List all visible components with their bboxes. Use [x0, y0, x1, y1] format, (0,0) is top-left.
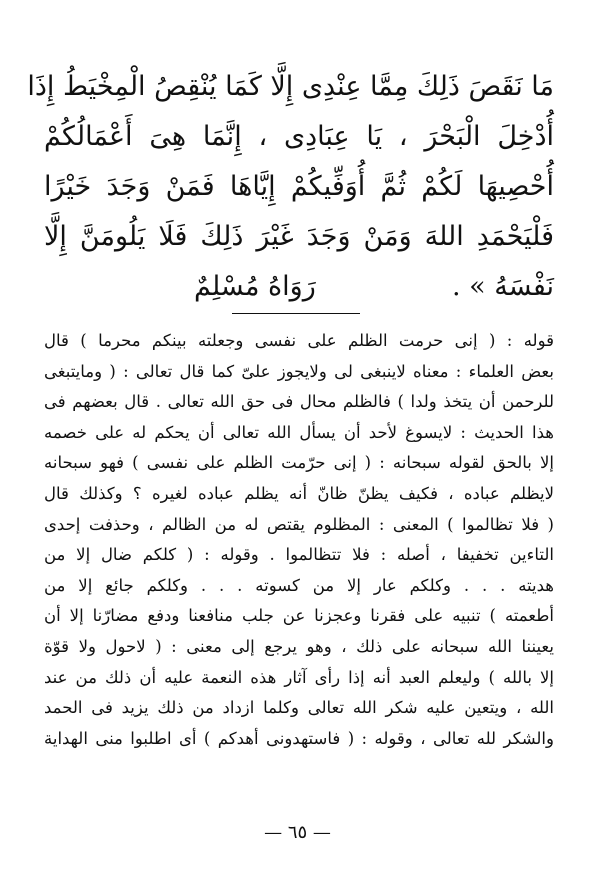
commentary-line: الله ، ويتعين عليه شكر الله تعالى وكلما ازداد من ذلك يزيد فى الحمد	[44, 698, 554, 718]
commentary-line: التاءين تخفيفا ، أصله : فلا تتظالموا . وقوله : ( كلكم ضال إلا من	[44, 545, 554, 565]
commentary-line: قوله : ( إنى حرمت الظلم على نفسى وجعلته بينكم محرما ) قال	[44, 331, 554, 350]
commentary-line: بعض العلماء : معناه لاينبغى لى ولايجوز علىّ كما قال تعالى : ( ومايتبغى	[44, 361, 554, 381]
commentary-line: ( فلا تظالموا ) المعنى : المظلوم يقتص له من الظالم ، وحذفت إحدى	[44, 514, 554, 534]
commentary-line: أطعمته ) تنبيه على فقرنا وعجزنا عن جلب منافعنا ودفع مضارّنا إلا أن	[44, 606, 554, 626]
commentary-line: لايظلم عباده ، فكيف يظنّ ظانّ أنه يظلم عباده لغيره ؟ وكذلك قال	[44, 483, 554, 503]
section-divider	[232, 313, 360, 314]
commentary-line: للرحمن أن يتخذ ولدا ) فالظلم محال فى حق الله تعالى . قال بعضهم فى	[44, 392, 554, 412]
hadith-text-block	[27, 62, 554, 312]
commentary-line: إلا بالله ) وليعلم العبد أنه إذا رأى آثار هذه النعمة عليه أن ذلك من عند	[44, 667, 554, 687]
commentary-block	[44, 326, 554, 754]
hadith-narrator: رَوَاهُ مُسْلِمٌ	[194, 271, 316, 302]
hadith-line: أُحْصِيهَا لَكُمْ ثُمَّ أُوَفِّيكُمْ إِيَّاهَا فَمَنْ وَجَدَ خَيْرًا	[44, 171, 554, 202]
commentary-line: والشكر لله تعالى ، وقوله : ( فاستهدونى أهدكم ) أى اطلبوا منى الهداية	[44, 728, 554, 748]
hadith-line: مَا نَقَصَ ذَلِكَ مِمَّا عِنْدِى إِلَّا كَمَا يُنْقِصُ الْمِخْيَطُ إِذَا	[27, 71, 554, 102]
commentary-line: هديته . . . وكلكم عار إلا من كسوته . . . وكلكم جائع إلا من	[44, 575, 554, 595]
page-number: — ٦٥ —	[264, 822, 331, 843]
hadith-ending: نَفْسَهُ » .	[451, 271, 554, 302]
commentary-line: إلا بالحق لقوله سبحانه : ( إنى حرّمت الظلم على نفسى ) فهو سبحانه	[44, 453, 554, 473]
commentary-line: هذا الحديث : لايسوغ لأحد أن يسأل الله تعالى أن يحكم له على خصمه	[44, 422, 554, 442]
hadith-line: فَلْيَحْمَدِ اللهَ وَمَنْ وَجَدَ غَيْرَ ذَلِكَ فَلَا يَلُومَنَّ إِلَّا	[44, 221, 554, 252]
hadith-last-line	[44, 262, 554, 312]
hadith-line: أُدْخِلَ الْبَحْرَ ، يَا عِبَادِى ، إِنَّمَا هِىَ أَعْمَالُكُمْ	[44, 121, 554, 152]
commentary-line: يعيننا الله سبحانه على ذلك ، وهو يرجع إلى معنى : ( لاحول ولا قوّة	[44, 636, 554, 656]
